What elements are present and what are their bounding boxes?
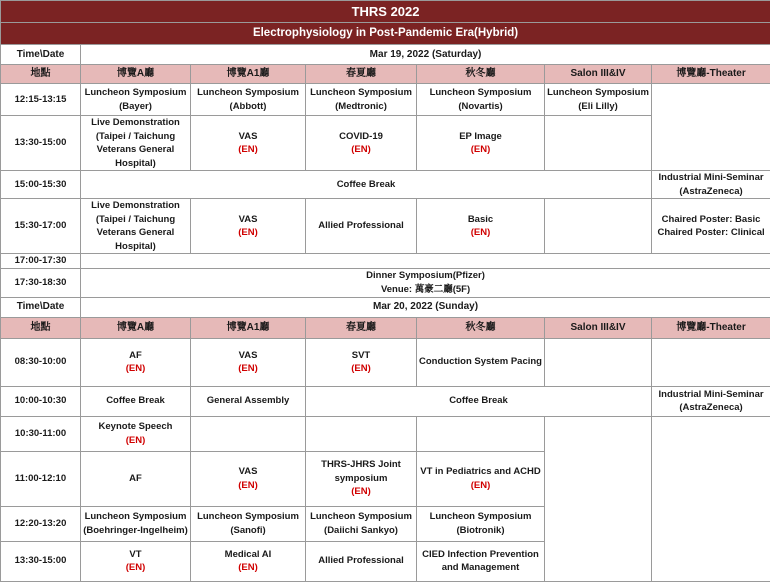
empty-cell (652, 416, 770, 581)
venue-chunxia: 春夏廳 (306, 317, 417, 338)
venue-chunxia: 春夏廳 (306, 65, 417, 84)
time-slot: 10:30-11:00 (1, 416, 81, 451)
schedule-subtitle: Electrophysiology in Post-Pandemic Era(Hybrid) (1, 23, 770, 45)
english-tag: (EN) (419, 143, 542, 157)
session-cell: SVT (EN) (306, 338, 417, 386)
session-cell: Luncheon Symposium (Abbott) (191, 84, 306, 116)
session-cell: Luncheon Symposium (Sanofi) (191, 506, 306, 541)
session-cell: VAS (EN) (191, 116, 306, 171)
session-cell: COVID-19 (EN) (306, 116, 417, 171)
session-cell: CIED Infection Prevention and Management (417, 541, 545, 581)
session-cell: Live Demonstration (Taipei / Taichung Veterans General Hospital) (81, 116, 191, 171)
english-tag: (EN) (193, 479, 303, 493)
session-cell: Conduction System Pacing (417, 338, 545, 386)
english-tag: (EN) (83, 434, 188, 448)
session-cell: Allied Professional (306, 199, 417, 254)
venue-a1: 博覽A1廳 (191, 317, 306, 338)
session-cell: Industrial Mini-Seminar (AstraZeneca) (652, 171, 770, 199)
empty-cell (545, 416, 652, 581)
time-slot: 13:30-15:00 (1, 541, 81, 581)
session-cell: VAS (EN) (191, 338, 306, 386)
english-tag: (EN) (308, 143, 414, 157)
venue-qiudong: 秋冬廳 (417, 65, 545, 84)
venue-a: 博覽A廳 (81, 65, 191, 84)
session-cell: General Assembly (191, 386, 306, 416)
venue-label: 地點 (1, 65, 81, 84)
coffee-break-cell: Coffee Break (81, 386, 191, 416)
english-tag: (EN) (193, 362, 303, 376)
time-slot: 17:30-18:30 (1, 268, 81, 297)
venue-qiudong: 秋冬廳 (417, 317, 545, 338)
schedule-title: THRS 2022 (1, 1, 770, 23)
venue-theater: 博覽廳-Theater (652, 317, 770, 338)
session-cell: Live Demonstration (Taipei / Taichung Veterans General Hospital) (81, 199, 191, 254)
time-slot: 17:00-17:30 (1, 254, 81, 269)
english-tag: (EN) (308, 485, 414, 499)
session-cell: Luncheon Symposium (Bayer) (81, 84, 191, 116)
english-tag: (EN) (308, 362, 414, 376)
session-cell: Medical AI (EN) (191, 541, 306, 581)
empty-cell (545, 199, 652, 254)
day1-date: Mar 19, 2022 (Saturday) (81, 45, 770, 65)
session-cell: EP Image (EN) (417, 116, 545, 171)
session-cell: Basic (EN) (417, 199, 545, 254)
time-slot: 12:20-13:20 (1, 506, 81, 541)
session-cell: VT in Pediatrics and ACHD (EN) (417, 451, 545, 506)
venue-label: 地點 (1, 317, 81, 338)
session-cell: VAS (EN) (191, 451, 306, 506)
session-cell: Luncheon Symposium (Daiichi Sankyo) (306, 506, 417, 541)
time-slot: 08:30-10:00 (1, 338, 81, 386)
empty-cell (191, 416, 306, 451)
session-cell: Luncheon Symposium (Eli Lilly) (545, 84, 652, 116)
venue-a: 博覽A廳 (81, 317, 191, 338)
session-cell: Keynote Speech (EN) (81, 416, 191, 451)
english-tag: (EN) (83, 561, 188, 575)
empty-cell (417, 416, 545, 451)
session-cell: Luncheon Symposium (Boehringer-Ingelheim) (81, 506, 191, 541)
time-slot: 15:00-15:30 (1, 171, 81, 199)
time-slot: 13:30-15:00 (1, 116, 81, 171)
english-tag: (EN) (193, 561, 303, 575)
time-slot: 11:00-12:10 (1, 451, 81, 506)
empty-cell (652, 338, 770, 386)
english-tag: (EN) (419, 479, 542, 493)
time-slot: 10:00-10:30 (1, 386, 81, 416)
venue-theater: 博覽廳-Theater (652, 65, 770, 84)
session-cell: Chaired Poster: Basic Chaired Poster: Clinical (652, 199, 770, 254)
session-cell: Luncheon Symposium (Novartis) (417, 84, 545, 116)
session-cell: VAS (EN) (191, 199, 306, 254)
dinner-symposium-cell: Dinner Symposium(Pfizer) Venue: 萬豪二廳(5F) (81, 268, 770, 297)
session-cell: Allied Professional (306, 541, 417, 581)
session-cell: Industrial Mini-Seminar (AstraZeneca) (652, 386, 770, 416)
empty-cell (306, 416, 417, 451)
english-tag: (EN) (193, 226, 303, 240)
coffee-break-cell: Coffee Break (81, 171, 652, 199)
empty-cell (545, 116, 652, 171)
session-cell: Luncheon Symposium (Biotronik) (417, 506, 545, 541)
day2-date: Mar 20, 2022 (Sunday) (81, 297, 770, 317)
venue-salon: Salon III&IV (545, 65, 652, 84)
english-tag: (EN) (193, 143, 303, 157)
time-date-header: Time\Date (1, 297, 81, 317)
session-cell: Luncheon Symposium (Medtronic) (306, 84, 417, 116)
empty-cell (652, 84, 770, 171)
empty-cell (81, 254, 770, 269)
session-cell: AF (81, 451, 191, 506)
empty-cell (545, 338, 652, 386)
coffee-break-cell: Coffee Break (306, 386, 652, 416)
time-date-header: Time\Date (1, 45, 81, 65)
time-slot: 15:30-17:00 (1, 199, 81, 254)
english-tag: (EN) (419, 226, 542, 240)
session-cell: THRS-JHRS Joint symposium (EN) (306, 451, 417, 506)
english-tag: (EN) (83, 362, 188, 376)
session-cell: AF (EN) (81, 338, 191, 386)
venue-a1: 博覽A1廳 (191, 65, 306, 84)
venue-salon: Salon III&IV (545, 317, 652, 338)
session-cell: VT (EN) (81, 541, 191, 581)
time-slot: 12:15-13:15 (1, 84, 81, 116)
